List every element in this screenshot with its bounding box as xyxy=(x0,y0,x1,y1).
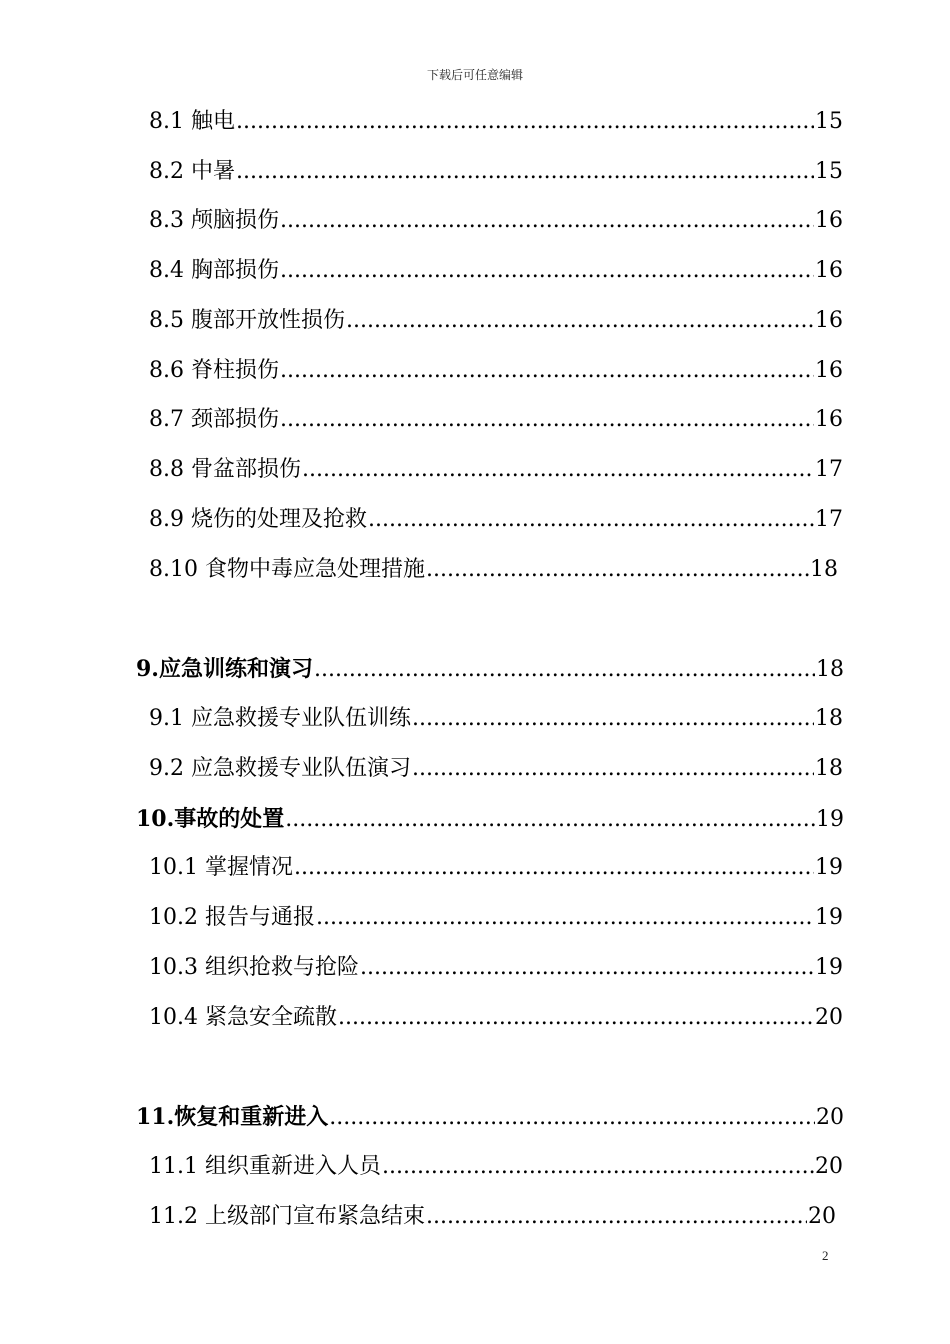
toc-entry-title: 8.8 骨盆部损伤 xyxy=(149,457,301,482)
toc-entry[interactable] xyxy=(149,1003,843,1033)
toc-entry-title: 10.4 紧急安全疏散 xyxy=(149,1005,337,1030)
toc-dot-leader xyxy=(280,206,814,236)
toc-entry-title: 8.3 颅脑损伤 xyxy=(149,208,279,233)
toc-entry-title: 8.10 食物中毒应急处理措施 xyxy=(149,557,425,582)
toc-entry[interactable] xyxy=(149,206,843,236)
toc-chapter[interactable] xyxy=(136,1102,844,1132)
toc-dot-leader xyxy=(314,655,815,685)
toc-dot-leader xyxy=(346,306,814,336)
toc-entry-title: 11.1 组织重新进入人员 xyxy=(149,1154,381,1179)
toc-entry[interactable] xyxy=(149,405,843,435)
toc-entry[interactable] xyxy=(149,505,843,535)
toc-entry[interactable] xyxy=(149,256,843,286)
toc-entry-page: 19 xyxy=(815,905,843,930)
page-number: 2 xyxy=(822,1248,829,1263)
toc-entry-title: 9.2 应急救援专业队伍演习 xyxy=(149,756,411,781)
toc-entry-title: 8.5 腹部开放性损伤 xyxy=(149,308,345,333)
toc-entry-page: 19 xyxy=(815,855,843,880)
toc-dot-leader xyxy=(280,405,814,435)
toc-dot-leader xyxy=(412,754,814,784)
toc-entry[interactable] xyxy=(149,754,843,784)
toc-entry[interactable] xyxy=(149,953,843,983)
toc-entry-title: 10.3 组织抢救与抢险 xyxy=(149,955,359,980)
toc-entry[interactable] xyxy=(149,555,838,585)
toc-entry-page: 18 xyxy=(815,756,843,781)
toc-entry-title: 8.2 中暑 xyxy=(149,159,235,184)
toc-chapter-page: 18 xyxy=(816,657,844,682)
toc-entry[interactable] xyxy=(149,455,843,485)
toc-entry[interactable] xyxy=(149,1202,836,1232)
toc-entry-title: 9.1 应急救援专业队伍训练 xyxy=(149,706,411,731)
toc-entry-page: 16 xyxy=(815,407,843,432)
toc-dot-leader xyxy=(368,505,814,535)
toc-dot-leader xyxy=(280,356,814,386)
toc-chapter-title: 10.事故的处置 xyxy=(136,806,285,832)
toc-dot-leader xyxy=(316,903,814,933)
toc-entry-page: 18 xyxy=(810,557,838,582)
toc-entry[interactable] xyxy=(149,903,843,933)
toc-entry-page: 16 xyxy=(815,208,843,233)
toc-entry[interactable] xyxy=(149,853,843,883)
toc-entry-title: 8.4 胸部损伤 xyxy=(149,258,279,283)
toc-dot-leader xyxy=(285,805,815,835)
toc-entry-page: 15 xyxy=(815,109,843,134)
toc-entry-page: 16 xyxy=(815,308,843,333)
toc-dot-leader xyxy=(382,1152,814,1182)
toc-entry[interactable] xyxy=(149,704,843,734)
toc-dot-leader xyxy=(412,704,814,734)
toc-chapter[interactable] xyxy=(136,654,844,684)
toc-entry[interactable] xyxy=(149,1152,843,1182)
toc-dot-leader xyxy=(329,1103,815,1133)
toc-chapter-page: 19 xyxy=(816,807,844,832)
toc-entry-page: 16 xyxy=(815,258,843,283)
toc-entry-title: 8.9 烧伤的处理及抢救 xyxy=(149,507,367,532)
toc-entry-page: 19 xyxy=(815,955,843,980)
toc-chapter-title: 9.应急训练和演习 xyxy=(136,656,313,682)
toc-chapter-page: 20 xyxy=(816,1105,844,1130)
toc-entry-title: 11.2 上级部门宣布紧急结束 xyxy=(149,1204,425,1229)
toc-entry-page: 17 xyxy=(815,457,843,482)
toc-entry-title: 10.2 报告与通报 xyxy=(149,905,315,930)
toc-entry-title: 8.6 脊柱损伤 xyxy=(149,358,279,383)
toc-entry-page: 17 xyxy=(815,507,843,532)
toc-entry-page: 20 xyxy=(815,1154,843,1179)
toc-dot-leader xyxy=(294,853,814,883)
toc-dot-leader xyxy=(236,157,814,187)
toc-dot-leader xyxy=(360,953,814,983)
toc-entry-page: 20 xyxy=(808,1204,836,1229)
toc-entry-page: 16 xyxy=(815,358,843,383)
toc-entry-title: 8.1 触电 xyxy=(149,109,235,134)
toc-dot-leader xyxy=(302,455,814,485)
toc-entry-page: 20 xyxy=(815,1005,843,1030)
toc-dot-leader xyxy=(426,1202,807,1232)
toc-dot-leader xyxy=(426,555,809,585)
toc-entry[interactable] xyxy=(149,356,843,386)
toc-entry-page: 18 xyxy=(815,706,843,731)
toc-entry-page: 15 xyxy=(815,159,843,184)
toc-dot-leader xyxy=(236,107,814,137)
toc-entry[interactable] xyxy=(149,157,843,187)
toc-dot-leader xyxy=(280,256,814,286)
toc-chapter-title: 11.恢复和重新进入 xyxy=(136,1104,329,1130)
toc-dot-leader xyxy=(338,1003,814,1033)
toc-chapter[interactable] xyxy=(136,804,844,834)
toc-entry-title: 10.1 掌握情况 xyxy=(149,855,293,880)
toc-entry[interactable] xyxy=(149,306,843,336)
page-header: 下载后可任意编辑 xyxy=(426,68,523,82)
toc-entry-title: 8.7 颈部损伤 xyxy=(149,407,279,432)
toc-entry[interactable] xyxy=(149,107,843,137)
